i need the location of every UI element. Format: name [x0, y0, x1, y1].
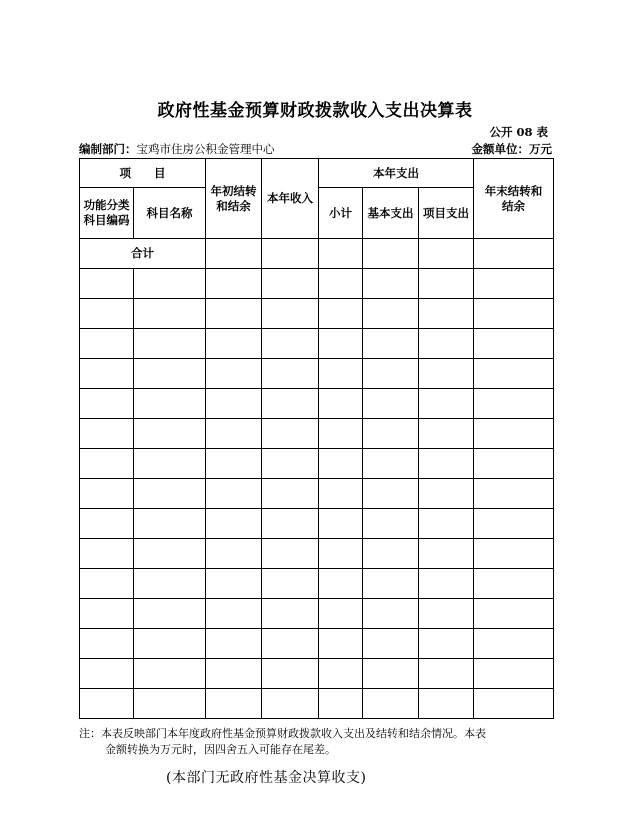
header-project-expense: 项目支出 — [419, 188, 474, 239]
table-cell — [134, 419, 206, 449]
table-cell — [419, 329, 474, 359]
unit-label: 金额单位：万元 — [471, 142, 552, 156]
table-cell — [419, 479, 474, 509]
table-cell — [134, 659, 206, 689]
table-cell — [206, 629, 262, 659]
table-cell — [80, 629, 134, 659]
table-cell — [206, 449, 262, 479]
table-cell — [80, 599, 134, 629]
header-income: 本年收入 — [262, 159, 319, 239]
table-cell — [474, 599, 554, 629]
table-cell — [134, 689, 206, 719]
table-cell — [206, 269, 262, 299]
table-cell — [262, 599, 319, 629]
table-cell — [319, 539, 363, 569]
table-cell — [319, 689, 363, 719]
table-cell — [363, 449, 419, 479]
table-row — [80, 509, 554, 539]
table-cell — [363, 299, 419, 329]
table-cell — [319, 659, 363, 689]
table-cell — [363, 629, 419, 659]
table-cell — [319, 419, 363, 449]
table-cell — [206, 239, 262, 269]
table-cell — [80, 299, 134, 329]
table-cell — [419, 389, 474, 419]
table-cell — [134, 299, 206, 329]
table-cell — [80, 449, 134, 479]
table-cell — [206, 689, 262, 719]
table-cell — [319, 629, 363, 659]
table-cell — [262, 389, 319, 419]
table-cell — [474, 329, 554, 359]
table-cell — [134, 269, 206, 299]
table-cell — [363, 479, 419, 509]
table-cell — [474, 539, 554, 569]
table-cell — [206, 479, 262, 509]
table-cell — [419, 269, 474, 299]
table-row — [80, 269, 554, 299]
table-cell — [319, 389, 363, 419]
table-cell — [363, 239, 419, 269]
table-cell — [419, 659, 474, 689]
header-subtotal: 小计 — [319, 188, 363, 239]
table-cell — [134, 329, 206, 359]
table-cell — [319, 569, 363, 599]
table-cell — [206, 659, 262, 689]
table-cell — [474, 449, 554, 479]
table-cell — [262, 539, 319, 569]
table-cell — [80, 329, 134, 359]
table-cell — [262, 479, 319, 509]
table-cell — [419, 239, 474, 269]
table-cell — [319, 239, 363, 269]
dept-label: 编制部门： — [79, 142, 137, 156]
table-cell — [419, 449, 474, 479]
table-row — [80, 539, 554, 569]
table-cell — [206, 599, 262, 629]
table-cell — [319, 359, 363, 389]
table-row — [80, 629, 554, 659]
table-cell — [262, 449, 319, 479]
table-cell — [262, 359, 319, 389]
table-cell — [363, 269, 419, 299]
table-cell — [319, 599, 363, 629]
table-row — [80, 299, 554, 329]
table-cell — [363, 599, 419, 629]
table-cell — [262, 569, 319, 599]
table-cell — [363, 389, 419, 419]
table-cell — [134, 539, 206, 569]
table-cell — [419, 419, 474, 449]
table-cell — [474, 299, 554, 329]
table-cell — [474, 269, 554, 299]
table-cell — [80, 359, 134, 389]
table-row — [80, 449, 554, 479]
header-subject-name: 科目名称 — [134, 188, 206, 239]
header-func-code: 功能分类 科目编码 — [80, 188, 134, 239]
table-cell — [80, 389, 134, 419]
table-cell — [319, 509, 363, 539]
table-cell — [134, 509, 206, 539]
table-cell — [262, 299, 319, 329]
table-cell — [262, 419, 319, 449]
table-cell — [319, 479, 363, 509]
no-budget-statement: (本部门无政府性基金决算收支) — [166, 770, 367, 786]
dept-line — [79, 141, 552, 157]
table-cell — [206, 569, 262, 599]
table-cell — [319, 329, 363, 359]
table-cell — [134, 479, 206, 509]
total-row — [80, 239, 554, 269]
table-cell — [262, 329, 319, 359]
table-row — [80, 689, 554, 719]
table-cell — [134, 569, 206, 599]
table-cell — [134, 359, 206, 389]
table-cell — [474, 569, 554, 599]
table-cell — [419, 599, 474, 629]
table-row — [80, 419, 554, 449]
table-row — [80, 569, 554, 599]
footnote — [79, 726, 557, 758]
table-cell — [80, 479, 134, 509]
table-cell — [262, 269, 319, 299]
table-cell — [363, 329, 419, 359]
table-cell — [363, 359, 419, 389]
table-cell — [80, 419, 134, 449]
form-code: 公开 08 表 — [489, 125, 548, 139]
table-row — [80, 659, 554, 689]
table-cell — [262, 629, 319, 659]
header-end-balance: 年末结转和 结余 — [474, 159, 554, 239]
table-cell — [80, 269, 134, 299]
table-row — [80, 389, 554, 419]
table-cell — [419, 359, 474, 389]
table-row — [80, 479, 554, 509]
table-cell — [80, 659, 134, 689]
table-cell — [206, 539, 262, 569]
table-cell — [419, 299, 474, 329]
table-cell — [262, 659, 319, 689]
table-cell — [134, 449, 206, 479]
table-cell — [206, 509, 262, 539]
table-cell — [80, 569, 134, 599]
table-cell — [206, 299, 262, 329]
table-cell — [319, 449, 363, 479]
footnote-line-1: 注：本表反映部门本年度政府性基金预算财政拨款收入支出及结转和结余情况。本表 — [79, 727, 486, 740]
fund-table — [79, 158, 554, 719]
table-cell — [80, 689, 134, 719]
page-title: 政府性基金预算财政拨款收入支出决算表 — [157, 101, 473, 121]
table-cell — [419, 569, 474, 599]
table-cell — [474, 479, 554, 509]
table-cell — [474, 359, 554, 389]
table-cell — [363, 509, 419, 539]
table-cell — [80, 539, 134, 569]
total-label: 合计 — [80, 239, 206, 269]
table-cell — [262, 239, 319, 269]
dept-name: 宝鸡市住房公积金管理中心 — [136, 142, 275, 156]
table-cell — [474, 509, 554, 539]
header-basic-expense: 基本支出 — [363, 188, 419, 239]
table-cell — [206, 419, 262, 449]
table-cell — [206, 329, 262, 359]
table-cell — [206, 389, 262, 419]
table-row — [80, 359, 554, 389]
header-item: 项 目 — [80, 159, 206, 188]
table-cell — [474, 239, 554, 269]
table-cell — [319, 299, 363, 329]
header-expense: 本年支出 — [319, 159, 474, 188]
table-cell — [262, 689, 319, 719]
table-cell — [474, 629, 554, 659]
table-cell — [363, 539, 419, 569]
table-cell — [474, 389, 554, 419]
table-cell — [319, 269, 363, 299]
header-begin-balance: 年初结转 和结余 — [206, 159, 262, 239]
table-cell — [363, 419, 419, 449]
table-cell — [262, 509, 319, 539]
table-cell — [363, 659, 419, 689]
table-cell — [80, 509, 134, 539]
table-cell — [206, 359, 262, 389]
table-cell — [363, 689, 419, 719]
table-cell — [134, 629, 206, 659]
table-cell — [474, 659, 554, 689]
table-row — [80, 329, 554, 359]
table-cell — [134, 389, 206, 419]
table-cell — [363, 569, 419, 599]
table-cell — [419, 509, 474, 539]
table-cell — [474, 419, 554, 449]
footnote-line-2: 金额转换为万元时，因四舍五入可能存在尾差。 — [105, 743, 336, 756]
table-cell — [419, 689, 474, 719]
table-cell — [419, 629, 474, 659]
table-row — [80, 599, 554, 629]
table-cell — [474, 689, 554, 719]
table-cell — [134, 599, 206, 629]
table-cell — [419, 539, 474, 569]
